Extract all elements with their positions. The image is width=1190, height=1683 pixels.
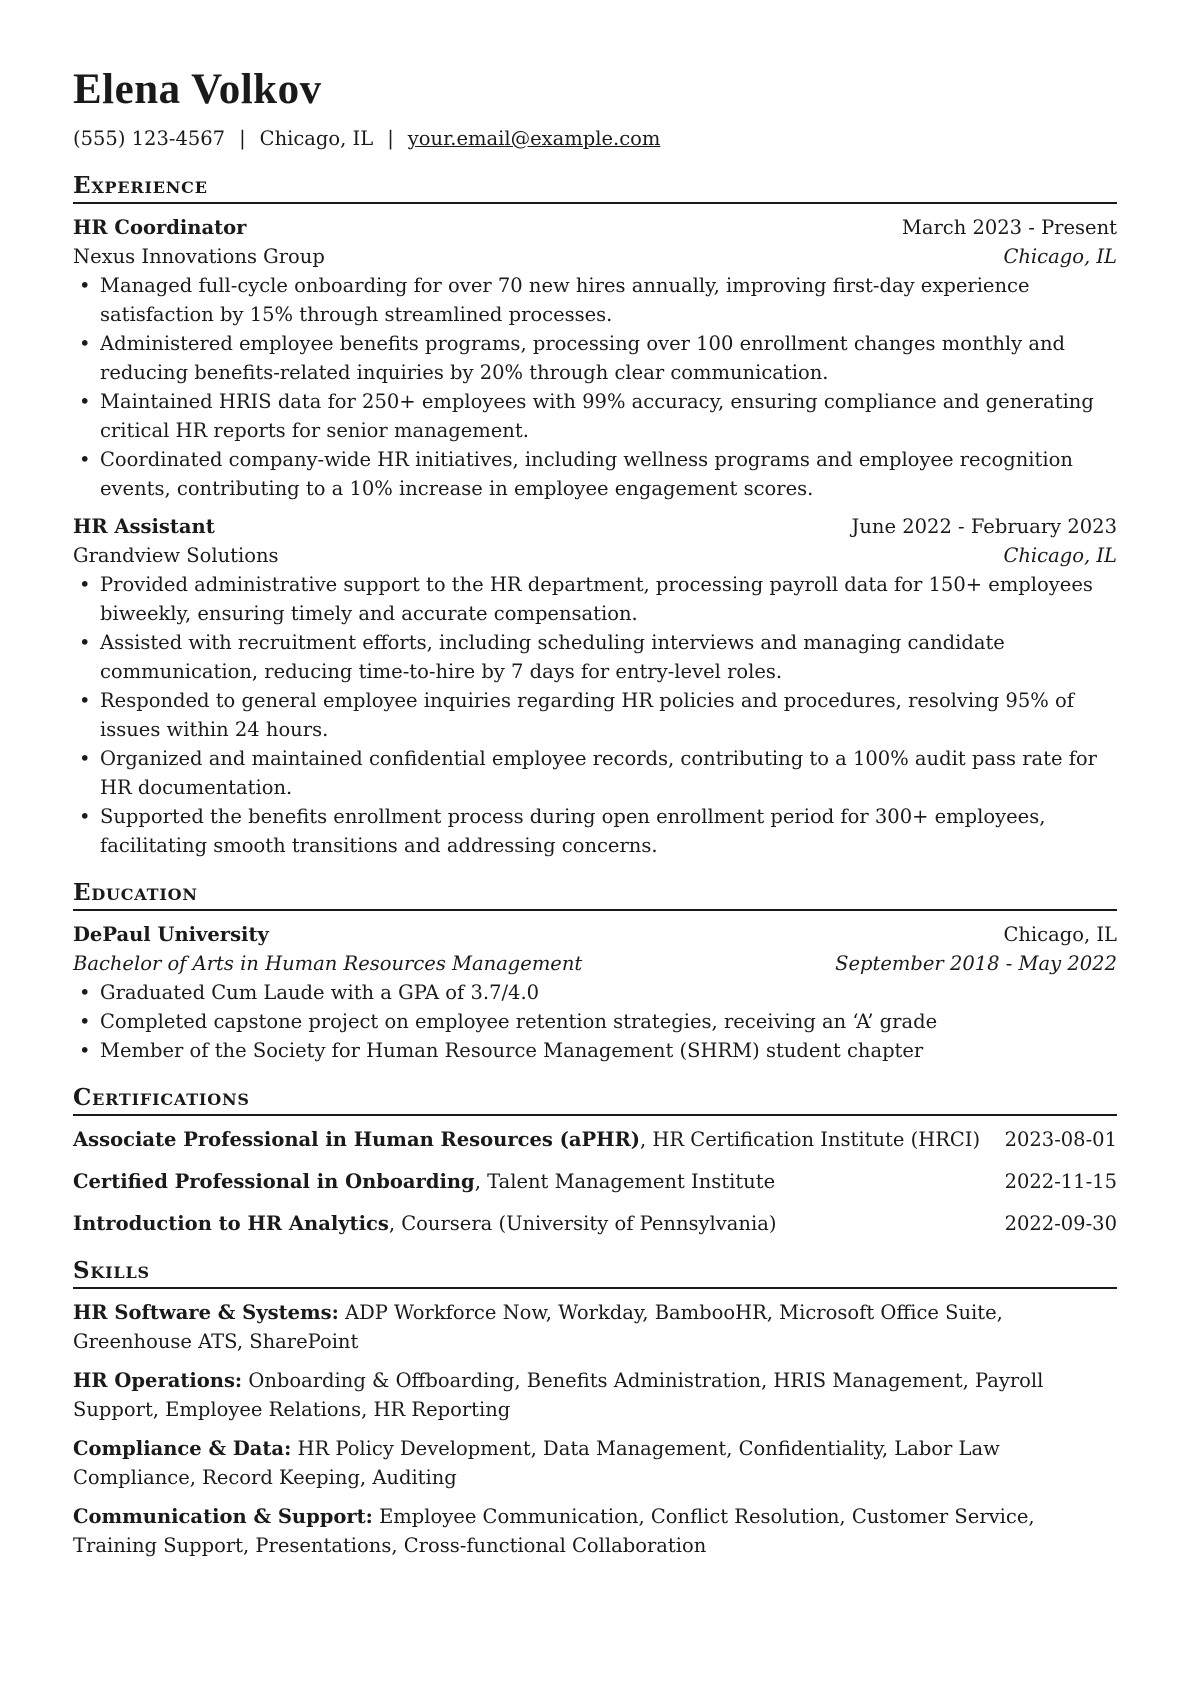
certification-issuer: , Coursera (University of Pennsylvania): [388, 1212, 777, 1235]
skill-label: HR Operations:: [73, 1369, 243, 1392]
bullet-list: [73, 271, 1117, 503]
section-title-skills: Skills: [73, 1256, 1117, 1289]
skill-value: Employee Communication, Conflict Resolution, Customer Service, Training Support, Presentations, Cross-functional Collaboration: [73, 1505, 1035, 1557]
skill-value: ADP Workforce Now, Workday, BambooHR, Microsoft Office Suite, Greenhouse ATS, SharePoint: [73, 1301, 1003, 1353]
list-item: • Provided administrative support to the HR department, processing payroll data for 150+ employees biweekly, ensuring timely and accurate compensation.: [73, 570, 1117, 628]
skill-label: HR Software & Systems:: [73, 1301, 339, 1324]
list-item: • Maintained HRIS data for 250+ employees with 99% accuracy, ensuring compliance and generating critical HR reports for senior management.: [73, 387, 1117, 445]
job-location: Chicago, IL: [1003, 544, 1117, 567]
phone: (555) 123-4567: [73, 127, 226, 150]
certification-row: [73, 1125, 1117, 1154]
list-item: • Completed capstone project on employee retention strategies, receiving an ‘A’ grade: [73, 1007, 1117, 1036]
skills-list: [73, 1298, 1117, 1560]
contact-line: [73, 124, 1117, 153]
job-dates: June 2022 - February 2023: [851, 515, 1117, 538]
candidate-name: Elena Volkov: [73, 66, 322, 113]
section-title-experience: Experience: [73, 171, 1117, 204]
separator: |: [239, 127, 246, 150]
company-name: Grandview Solutions: [73, 544, 279, 567]
certification-name: Associate Professional in Human Resources (aPHR): [73, 1128, 641, 1151]
bullet-list: [73, 570, 1117, 860]
job-title: HR Coordinator: [73, 216, 247, 239]
skill-label: Communication & Support:: [73, 1505, 373, 1528]
section-title-education: Education: [73, 878, 1117, 911]
job-dates: March 2023 - Present: [901, 216, 1117, 239]
list-item: • Supported the benefits enrollment process during open enrollment period for 300+ employees, facilitating smooth transitions and addressing concerns.: [73, 802, 1117, 860]
job-title: HR Assistant: [73, 515, 215, 538]
skill-value: Onboarding & Offboarding, Benefits Administration, HRIS Management, Payroll Support, Employee Relations, HR Reporting: [73, 1369, 1044, 1421]
list-item: • Administered employee benefits programs, processing over 100 enrollment changes monthly and reducing benefits-related inquiries by 20% through clear communication.: [73, 329, 1117, 387]
education-entry: [73, 920, 1117, 1065]
bullet-list: [73, 978, 1117, 1065]
email-link[interactable]: your.email@example.com: [407, 127, 661, 150]
list-item: • Coordinated company-wide HR initiatives, including wellness programs and employee recognition events, contributing to a 10% increase in employee engagement scores.: [73, 445, 1117, 503]
certification-issuer: , HR Certification Institute (HRCI): [640, 1128, 981, 1151]
job-location: Chicago, IL: [1003, 245, 1117, 268]
skill-label: Compliance & Data:: [73, 1437, 292, 1460]
list-item: • Organized and maintained confidential employee records, contributing to a 100% audit pass rate for HR documentation.: [73, 744, 1117, 802]
list-item: • Assisted with recruitment efforts, including scheduling interviews and managing candidate communication, reducing time-to-hire by 7 days for entry-level roles.: [73, 628, 1117, 686]
location: Chicago, IL: [259, 127, 374, 150]
certification-date: 2023-08-01: [1004, 1128, 1117, 1151]
school-name: DePaul University: [73, 923, 269, 946]
certifications-list: [73, 1125, 1117, 1238]
separator: |: [387, 127, 394, 150]
certification-date: 2022-11-15: [1004, 1170, 1117, 1193]
experience-entry: [73, 512, 1117, 860]
certification-issuer: , Talent Management Institute: [474, 1170, 776, 1193]
list-item: • Managed full-cycle onboarding for over 70 new hires annually, improving first-day experience satisfaction by 15% through streamlined processes.: [73, 271, 1117, 329]
certification-name: Introduction to HR Analytics: [73, 1212, 389, 1235]
skill-row: [73, 1502, 1117, 1560]
degree: Bachelor of Arts in Human Resources Management: [73, 952, 583, 975]
list-item: • Member of the Society for Human Resource Management (SHRM) student chapter: [73, 1036, 1117, 1065]
certification-row: [73, 1167, 1117, 1196]
school-location: Chicago, IL: [1003, 923, 1117, 946]
list-item: • Responded to general employee inquiries regarding HR policies and procedures, resolving 95% of issues within 24 hours.: [73, 686, 1117, 744]
skill-value: HR Policy Development, Data Management, Confidentiality, Labor Law Compliance, Record Keeping, Auditing: [73, 1437, 1000, 1489]
certification-name: Certified Professional in Onboarding: [73, 1170, 475, 1193]
experience-entry: [73, 213, 1117, 503]
skill-row: [73, 1366, 1117, 1424]
list-item: • Graduated Cum Laude with a GPA of 3.7/4.0: [73, 978, 1117, 1007]
skill-row: [73, 1298, 1117, 1356]
education-dates: September 2018 - May 2022: [835, 952, 1117, 975]
certification-date: 2022-09-30: [1004, 1212, 1117, 1235]
skill-row: [73, 1434, 1117, 1492]
company-name: Nexus Innovations Group: [73, 245, 325, 268]
certification-row: [73, 1209, 1117, 1238]
section-title-certifications: Certifications: [73, 1083, 1117, 1116]
